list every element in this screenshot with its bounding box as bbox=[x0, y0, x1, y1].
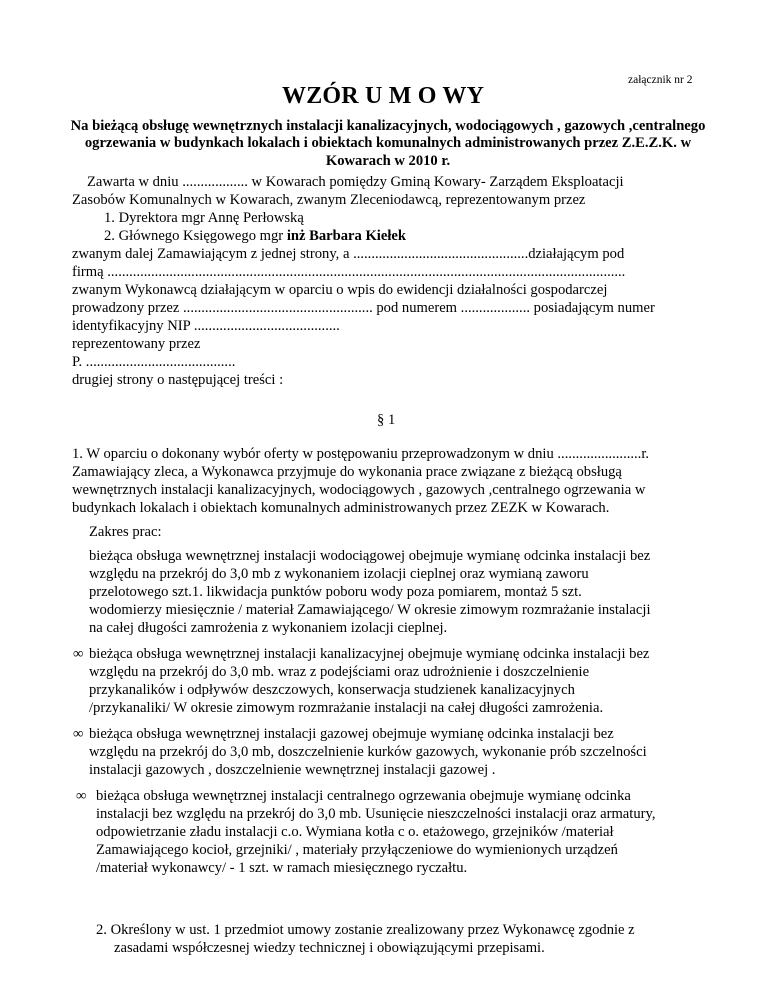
intro-line-1: Zawarta w dniu .................. w Kowarach pomiędzy Gminą Kowary- Zarządem Eksploatacji bbox=[87, 174, 624, 190]
bullet-1-line-1: bieżąca obsługa wewnętrznej instalacji kanalizacyjnej obejmuje wymianę odcinka instalacji bez bbox=[89, 646, 650, 662]
intro-line-5: zwanym dalej Zamawiającym z jednej strony, a ................................................działającym pod bbox=[72, 246, 625, 262]
section-mark: § 1 bbox=[377, 412, 396, 428]
paragraph-1-line-2: Zamawiający zleca, a Wykonawca przyjmuje do wykonania prace związane z bieżącą obsługą bbox=[72, 464, 622, 480]
bullet-3-line-5: /materiał wykonawcy/ - 1 szt. w ramach miesięcznego ryczałtu. bbox=[96, 860, 468, 876]
bullet-3-line-2: instalacji bez względu na przekrój do 3,0 mb. Usunięcie nieszczelności instalacji oraz armatury, bbox=[96, 806, 656, 822]
bullet-3-line-1: bieżąca obsługa wewnętrznej instalacji centralnego ogrzewania obejmuje wymianę odcinka bbox=[96, 788, 631, 804]
bullet-3-line-3: odpowietrzanie zładu instalacji c.o. Wymiana kotła c o. etażowego, grzejników /materiał bbox=[96, 824, 614, 840]
intro-line-7: zwanym Wykonawcą działającym w oparciu o wpis do ewidencji działalności gospodarczej bbox=[72, 282, 608, 298]
paragraph-1-line-4: budynkach lokalach i obiektach komunalnych administrowanych przez ZEZK w Kowarach. bbox=[72, 500, 610, 516]
paragraph-2-line-1: 2. Określony w ust. 1 przedmiot umowy zostanie zrealizowany przez Wykonawcę zgodnie z bbox=[96, 922, 635, 938]
bullet-1-line-2: względu na przekrój do 3,0 mb. wraz z podejściami oraz udrożnienie i doszczelnienie bbox=[89, 664, 590, 680]
bullet-3-line-4: Zamawiającego kocioł, grzejniki/ , materiały przyłączeniowe do wymienionych urządzeń bbox=[96, 842, 618, 858]
document-title: WZÓR U M O WY bbox=[282, 83, 485, 109]
intro-line-9: identyfikacyjny NIP ........................................ bbox=[72, 318, 340, 334]
intro-line-8: prowadzony przez .................................................... pod numerem ................... posiadającym numer bbox=[72, 300, 655, 316]
scope-water-line-2: względu na przekrój do 3,0 mb z wykonaniem izolacji cieplnej oraz wymianą zaworu bbox=[89, 566, 589, 582]
representative-2 bbox=[104, 228, 406, 246]
bullet-2-line-2: względu na przekrój do 3,0 mb, doszczelnienie kurków gazowych, wykonanie prób szczelności bbox=[89, 744, 647, 760]
bullet-1-line-4: /przykanaliki/ W okresie zimowym rozmrażanie instalacji na całej długości zamrożenia. bbox=[89, 700, 604, 716]
bullet-2-icon: ∞ bbox=[73, 726, 84, 742]
intro-line-12: drugiej strony o następującej treści : bbox=[72, 372, 284, 388]
scope-water-line-5: na całej długości zamrożenia z wykonaniem izolacji cieplnej. bbox=[89, 620, 448, 636]
document-subtitle: Na bieżącą obsługę wewnętrznych instalacji kanalizacyjnych, wodociągowych , gazowych ,centralnego ogrzewania w budynkach lokalach i obiektach komunalnych administrowanych przez Z.E.Z.K. w Kowarach w 2010 r. bbox=[70, 118, 706, 169]
scope-water-line-4: wodomierzy miesięcznie / materiał Zamawiającego/ W okresie zimowym rozmrażanie instalacji bbox=[89, 602, 651, 618]
intro-line-11: P. ......................................... bbox=[72, 354, 236, 370]
representative-2-name: inż Barbara Kiełek bbox=[286, 228, 406, 244]
attachment-number: załącznik nr 2 bbox=[628, 74, 693, 86]
scope-water-line-1: bieżąca obsługa wewnętrznej instalacji wodociągowej obejmuje wymianę odcinka instalacji bez bbox=[89, 548, 651, 564]
scope-water-line-3: przelotowego szt.1. likwidacja punktów poboru wody poza pomiarem, montaż 5 szt. bbox=[89, 584, 582, 600]
paragraph-2-line-2: zasadami współczesnej wiedzy technicznej i obowiązującymi przepisami. bbox=[114, 940, 545, 956]
bullet-1-line-3: przykanalików i odpływów deszczowych, konserwacja studzienek kanalizacyjnych bbox=[89, 682, 575, 698]
scope-label: Zakres prac: bbox=[89, 524, 162, 540]
intro-line-2: Zasobów Komunalnych w Kowarach, zwanym Zleceniodawcą, reprezentowanym przez bbox=[72, 192, 586, 208]
bullet-3-icon: ∞ bbox=[76, 788, 87, 804]
bullet-2-line-1: bieżąca obsługa wewnętrznej instalacji gazowej obejmuje wymianę odcinka instalacji bez bbox=[89, 726, 614, 742]
bullet-2-line-3: instalacji gazowych , doszczelnienie wewnętrznej instalacji gazowej . bbox=[89, 762, 496, 778]
paragraph-1-line-3: wewnętrznych instalacji kanalizacyjnych, wodociągowych , gazowych ,centralnego ogrzewania w bbox=[72, 482, 646, 498]
representative-2-prefix: 2. Głównego Księgowego mgr bbox=[104, 228, 287, 244]
paragraph-1-line-1: 1. W oparciu o dokonany wybór oferty w postępowaniu przeprowadzonym w dniu .......................r. bbox=[72, 446, 650, 462]
intro-line-6: firmą .............................................................................................................................................. bbox=[72, 264, 626, 280]
bullet-1-icon: ∞ bbox=[73, 646, 84, 662]
representative-1: 1. Dyrektora mgr Annę Perłowską bbox=[104, 210, 304, 226]
intro-line-10: reprezentowany przez bbox=[72, 336, 201, 352]
